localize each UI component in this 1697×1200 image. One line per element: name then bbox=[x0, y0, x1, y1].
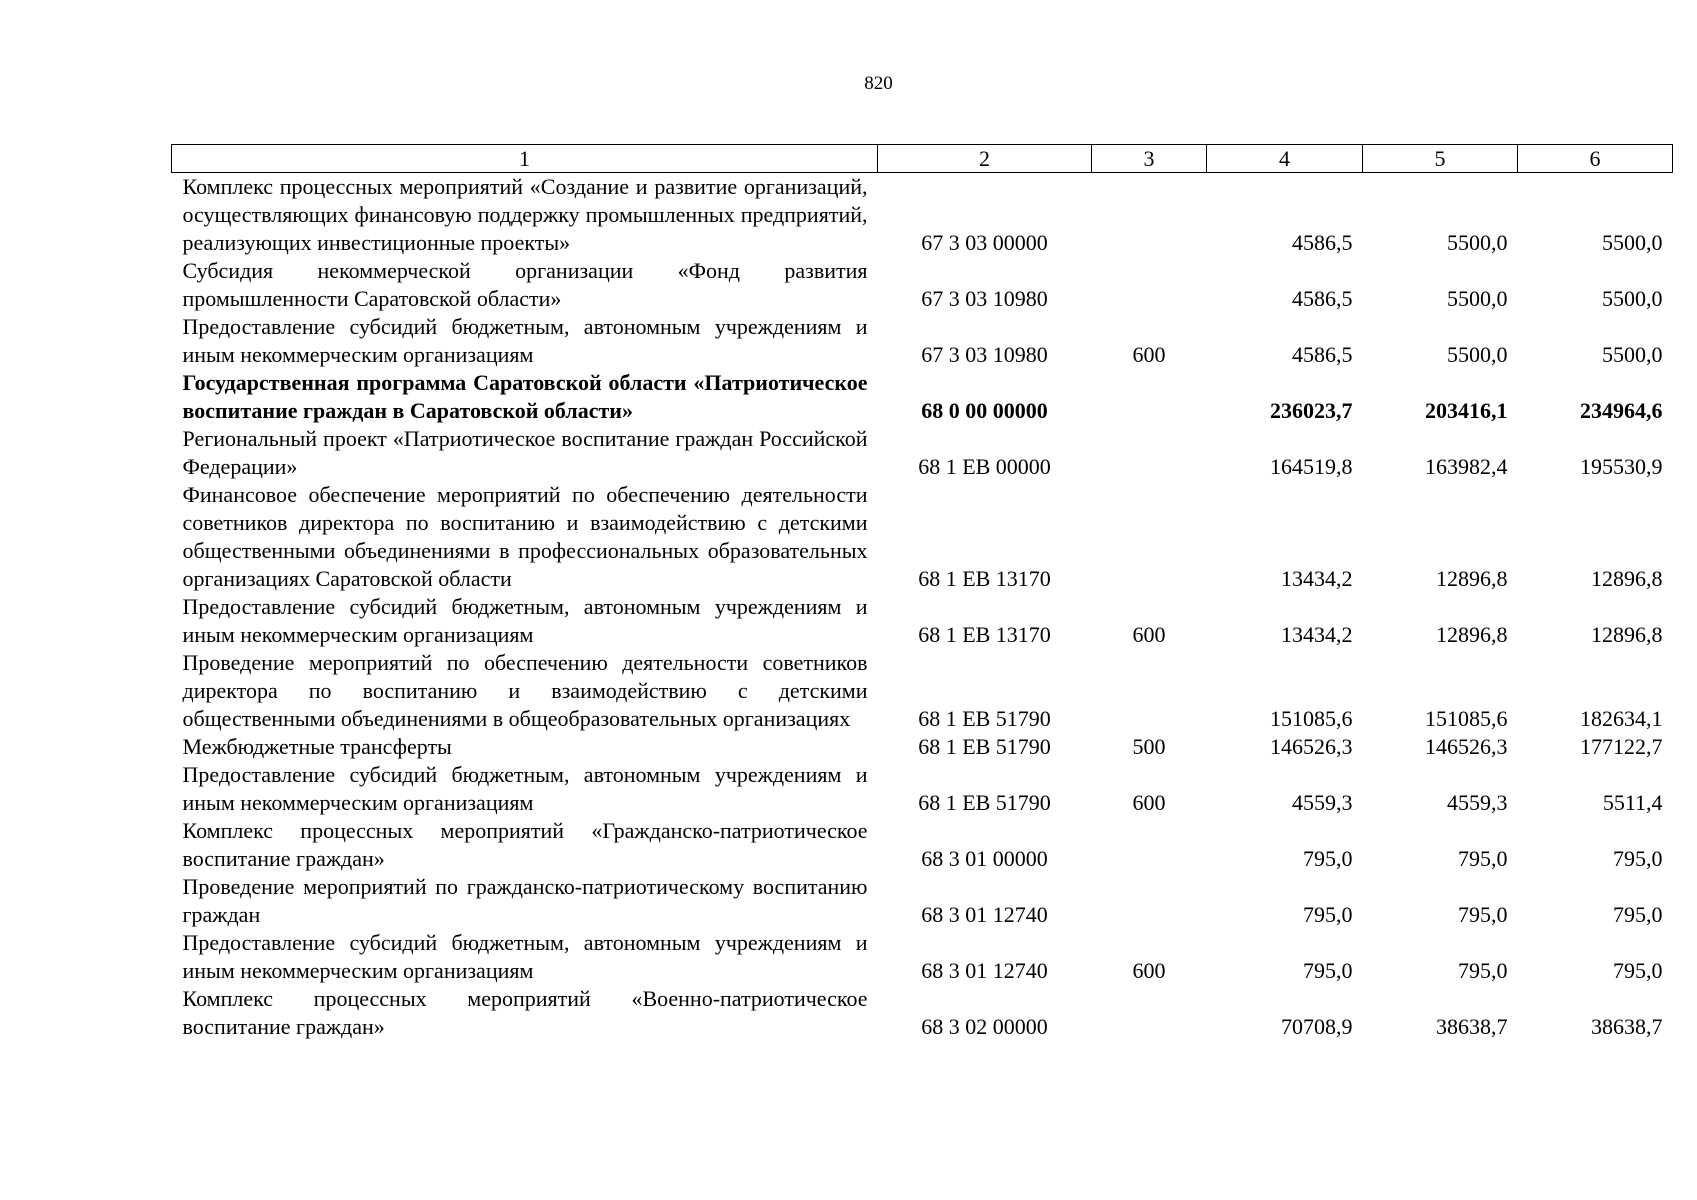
row-value-5: 12896,8 bbox=[1436, 566, 1508, 591]
row-value-4: 795,0 bbox=[1303, 846, 1353, 871]
row-expense-type bbox=[1092, 369, 1207, 425]
table-row bbox=[172, 481, 1673, 593]
row-value-6: 5500,0 bbox=[1602, 230, 1663, 255]
row-code: 68 0 00 00000 bbox=[921, 398, 1048, 423]
row-name: Предоставление субсидий бюджетным, автономным учреждениям и иным некоммерческим организациям bbox=[182, 930, 868, 983]
row-name: Государственная программа Саратовской области «Патриотическое воспитание граждан в Саратовской области» bbox=[182, 370, 868, 423]
row-code: 68 1 EB 13170 bbox=[918, 622, 1051, 647]
table-row bbox=[172, 313, 1673, 369]
row-expense-type: 600 bbox=[1132, 958, 1166, 983]
row-name: Проведение мероприятий по обеспечению деятельности советников директора по воспитанию и взаимодействию с детскими общественными объединениями в общеобразовательных организациях bbox=[182, 650, 868, 731]
row-expense-type: 500 bbox=[1132, 734, 1166, 759]
header-cell-6: 6 bbox=[1518, 145, 1673, 173]
row-value-6: 12896,8 bbox=[1591, 566, 1663, 591]
row-value-5: 5500,0 bbox=[1447, 286, 1508, 311]
row-value-4: 4586,5 bbox=[1292, 342, 1353, 367]
row-value-5: 5500,0 bbox=[1447, 342, 1508, 367]
row-value-6: 795,0 bbox=[1613, 902, 1663, 927]
row-value-6: 234964,6 bbox=[1580, 398, 1663, 423]
row-code: 68 1 EB 51790 bbox=[918, 790, 1051, 815]
row-value-4: 4559,3 bbox=[1292, 790, 1353, 815]
row-value-5: 795,0 bbox=[1458, 846, 1508, 871]
budget-table bbox=[171, 144, 1673, 1041]
header-cell-4: 4 bbox=[1207, 145, 1363, 173]
row-expense-type: 600 bbox=[1132, 342, 1166, 367]
row-code: 68 3 01 12740 bbox=[921, 902, 1048, 927]
row-value-5: 151085,6 bbox=[1425, 706, 1508, 731]
row-name: Субсидия некоммерческой организации «Фонд развития промышленности Саратовской области» bbox=[182, 258, 868, 311]
table-row bbox=[172, 173, 1673, 258]
table-row bbox=[172, 369, 1673, 425]
row-code: 67 3 03 10980 bbox=[921, 342, 1048, 367]
row-value-4: 795,0 bbox=[1303, 902, 1353, 927]
table-row bbox=[172, 257, 1673, 313]
row-value-6: 177122,7 bbox=[1580, 734, 1663, 759]
table-row bbox=[172, 593, 1673, 649]
table-row bbox=[172, 761, 1673, 817]
row-name: Финансовое обеспечение мероприятий по обеспечению деятельности советников директора по воспитанию и взаимодействию с детскими общественными объединениями в профессиональных образовательных организациях Саратовской области bbox=[182, 482, 868, 591]
row-code: 68 3 01 12740 bbox=[921, 958, 1048, 983]
row-name: Межбюджетные трансферты bbox=[182, 734, 452, 759]
row-value-5: 163982,4 bbox=[1425, 454, 1508, 479]
row-value-6: 795,0 bbox=[1613, 846, 1663, 871]
table-body bbox=[172, 173, 1673, 1042]
row-value-5: 795,0 bbox=[1458, 902, 1508, 927]
row-name: Комплекс процессных мероприятий «Гражданско-патриотическое воспитание граждан» bbox=[182, 818, 868, 871]
row-value-5: 12896,8 bbox=[1436, 622, 1508, 647]
row-value-4: 146526,3 bbox=[1270, 734, 1353, 759]
header-cell-1: 1 bbox=[172, 145, 878, 173]
row-code: 68 3 01 00000 bbox=[921, 846, 1048, 871]
table-row bbox=[172, 425, 1673, 481]
row-value-6: 38638,7 bbox=[1591, 1014, 1663, 1039]
row-code: 67 3 03 10980 bbox=[921, 286, 1048, 311]
row-value-4: 13434,2 bbox=[1281, 622, 1353, 647]
row-value-6: 182634,1 bbox=[1580, 706, 1663, 731]
table-row bbox=[172, 873, 1673, 929]
row-code: 68 1 EB 51790 bbox=[918, 706, 1051, 731]
row-value-4: 236023,7 bbox=[1270, 398, 1353, 423]
row-expense-type bbox=[1092, 425, 1207, 481]
table-row bbox=[172, 929, 1673, 985]
row-value-6: 12896,8 bbox=[1591, 622, 1663, 647]
row-value-4: 795,0 bbox=[1303, 958, 1353, 983]
row-value-4: 4586,5 bbox=[1292, 286, 1353, 311]
row-name: Предоставление субсидий бюджетным, автономным учреждениям и иным некоммерческим организациям bbox=[182, 314, 868, 367]
row-value-4: 13434,2 bbox=[1281, 566, 1353, 591]
row-name: Предоставление субсидий бюджетным, автономным учреждениям и иным некоммерческим организациям bbox=[182, 594, 868, 647]
row-value-6: 5500,0 bbox=[1602, 342, 1663, 367]
row-expense-type bbox=[1092, 481, 1207, 593]
row-value-6: 195530,9 bbox=[1580, 454, 1663, 479]
table-row bbox=[172, 817, 1673, 873]
row-code: 68 1 EB 51790 bbox=[918, 734, 1051, 759]
row-value-5: 38638,7 bbox=[1436, 1014, 1508, 1039]
row-expense-type: 600 bbox=[1132, 790, 1166, 815]
row-value-4: 70708,9 bbox=[1281, 1014, 1353, 1039]
row-expense-type bbox=[1092, 873, 1207, 929]
row-name: Региональный проект «Патриотическое воспитание граждан Российской Федерации» bbox=[182, 426, 868, 479]
page-number: 820 bbox=[864, 73, 893, 94]
row-expense-type: 600 bbox=[1132, 622, 1166, 647]
row-value-4: 4586,5 bbox=[1292, 230, 1353, 255]
header-row bbox=[172, 145, 1673, 173]
row-expense-type bbox=[1092, 985, 1207, 1041]
row-value-5: 5500,0 bbox=[1447, 230, 1508, 255]
row-name: Предоставление субсидий бюджетным, автономным учреждениям и иным некоммерческим организациям bbox=[182, 762, 868, 815]
row-value-4: 151085,6 bbox=[1270, 706, 1353, 731]
header-cell-2: 2 bbox=[878, 145, 1092, 173]
table-row bbox=[172, 985, 1673, 1041]
row-code: 68 1 EB 00000 bbox=[918, 454, 1051, 479]
row-value-5: 795,0 bbox=[1458, 958, 1508, 983]
row-expense-type bbox=[1092, 173, 1207, 258]
row-value-4: 164519,8 bbox=[1270, 454, 1353, 479]
row-name: Комплекс процессных мероприятий «Создание и развитие организаций, осуществляющих финансовую поддержку промышленных предприятий, реализующих инвестиционные проекты» bbox=[182, 174, 868, 255]
row-code: 68 1 EB 13170 bbox=[918, 566, 1051, 591]
row-code: 67 3 03 00000 bbox=[921, 230, 1048, 255]
row-value-5: 203416,1 bbox=[1425, 398, 1508, 423]
row-expense-type bbox=[1092, 649, 1207, 733]
header-cell-3: 3 bbox=[1092, 145, 1207, 173]
row-value-5: 146526,3 bbox=[1425, 734, 1508, 759]
row-value-6: 5511,4 bbox=[1602, 790, 1663, 815]
row-value-6: 5500,0 bbox=[1602, 286, 1663, 311]
table-row bbox=[172, 649, 1673, 733]
row-expense-type bbox=[1092, 817, 1207, 873]
header-cell-5: 5 bbox=[1363, 145, 1518, 173]
row-value-6: 795,0 bbox=[1613, 958, 1663, 983]
row-name: Комплекс процессных мероприятий «Военно-патриотическое воспитание граждан» bbox=[182, 986, 868, 1039]
row-expense-type bbox=[1092, 257, 1207, 313]
row-value-5: 4559,3 bbox=[1447, 790, 1508, 815]
row-code: 68 3 02 00000 bbox=[921, 1014, 1048, 1039]
table-row bbox=[172, 733, 1673, 761]
row-name: Проведение мероприятий по гражданско-патриотическому воспитанию граждан bbox=[182, 874, 868, 927]
